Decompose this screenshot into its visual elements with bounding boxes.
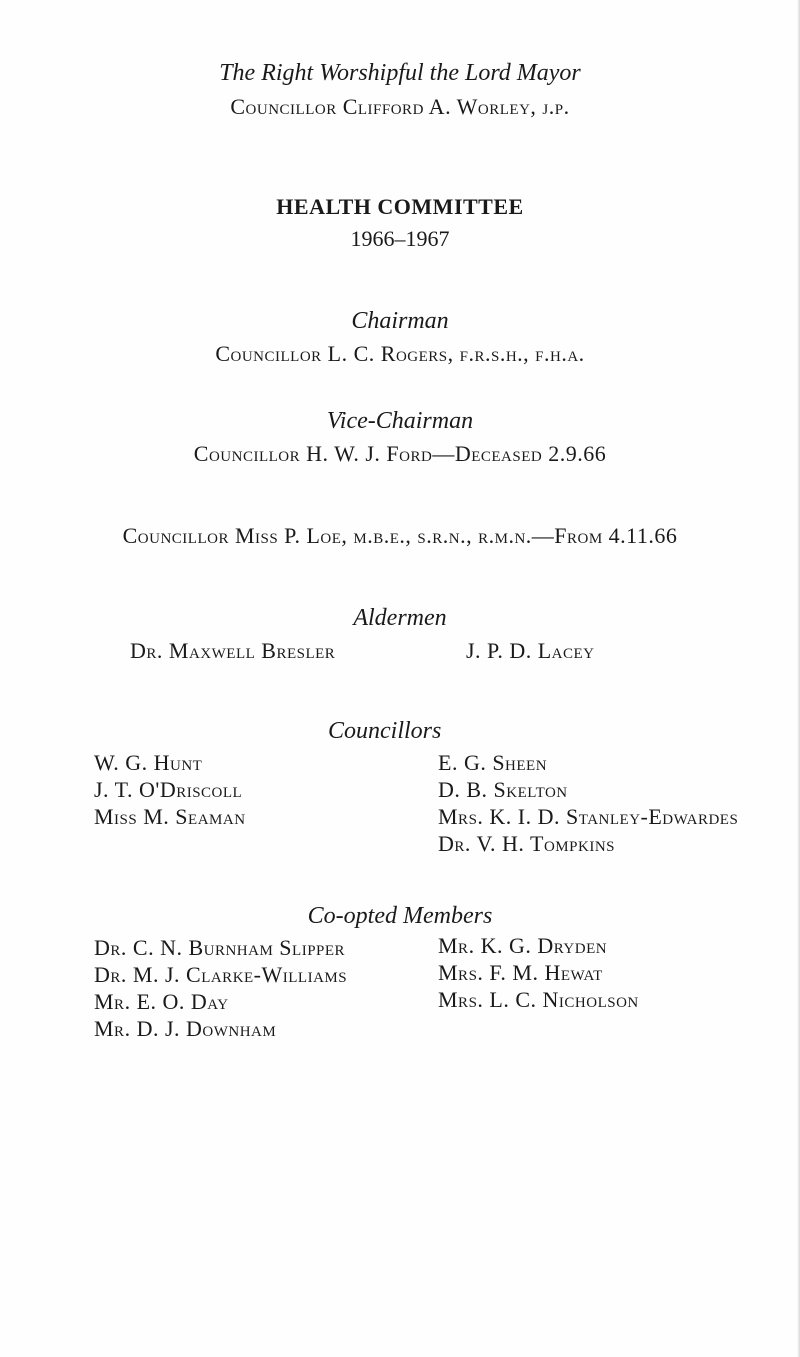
vice-chairman-name: Councillor H. W. J. Ford—Deceased 2.9.66 bbox=[193, 441, 607, 466]
coopted-right-column bbox=[438, 932, 639, 1013]
chairman-heading: Chairman bbox=[351, 308, 449, 334]
coopted-member-name: Dr. M. J. Clarke-Williams bbox=[94, 962, 348, 987]
aldermen-heading: Aldermen bbox=[353, 605, 447, 631]
councillor-name: J. T. O'Driscoll bbox=[94, 777, 243, 802]
vice-chairman-heading: Vice-Chairman bbox=[326, 408, 474, 434]
councillor-name: W. G. Hunt bbox=[94, 750, 203, 775]
coopted-left-column bbox=[94, 934, 347, 1042]
coopted-heading: Co-opted Members bbox=[307, 903, 493, 929]
councillors-left-column bbox=[94, 749, 246, 830]
coopted-member-name: Mrs. F. M. Hewat bbox=[438, 960, 603, 985]
councillor-name: D. B. Skelton bbox=[438, 777, 568, 802]
lord-mayor-name: Councillor Clifford A. Worley, j.p. bbox=[230, 94, 570, 119]
councillor-name: Dr. V. H. Tompkins bbox=[438, 831, 615, 856]
alderman-name: Dr. Maxwell Bresler bbox=[130, 638, 336, 663]
councillors-heading: Councillors bbox=[328, 718, 442, 744]
coopted-member-name: Mr. E. O. Day bbox=[94, 989, 229, 1014]
chairman-name: Councillor L. C. Rogers, f.r.s.h., f.h.a. bbox=[215, 341, 585, 366]
councillor-name: Mrs. K. I. D. Stanley-Edwardes bbox=[438, 804, 739, 829]
committee-years: 1966–1967 bbox=[350, 226, 450, 251]
committee-title: HEALTH COMMITTEE bbox=[276, 194, 524, 219]
coopted-member-name: Dr. C. N. Burnham Slipper bbox=[94, 935, 346, 960]
alderman-name: J. P. D. Lacey bbox=[466, 638, 595, 663]
councillor-name: Miss M. Seaman bbox=[94, 804, 246, 829]
councillor-name: E. G. Sheen bbox=[438, 750, 548, 775]
councillors-right-column bbox=[438, 749, 738, 857]
coopted-member-name: Mr. D. J. Downham bbox=[94, 1016, 277, 1041]
lord-mayor-title: The Right Worshipful the Lord Mayor bbox=[219, 60, 581, 86]
coopted-member-name: Mr. K. G. Dryden bbox=[438, 933, 608, 958]
vice-chairman-successor: Councillor Miss P. Loe, m.b.e., s.r.n., r.m.n.—From 4.11.66 bbox=[122, 523, 678, 548]
coopted-member-name: Mrs. L. C. Nicholson bbox=[438, 987, 639, 1012]
